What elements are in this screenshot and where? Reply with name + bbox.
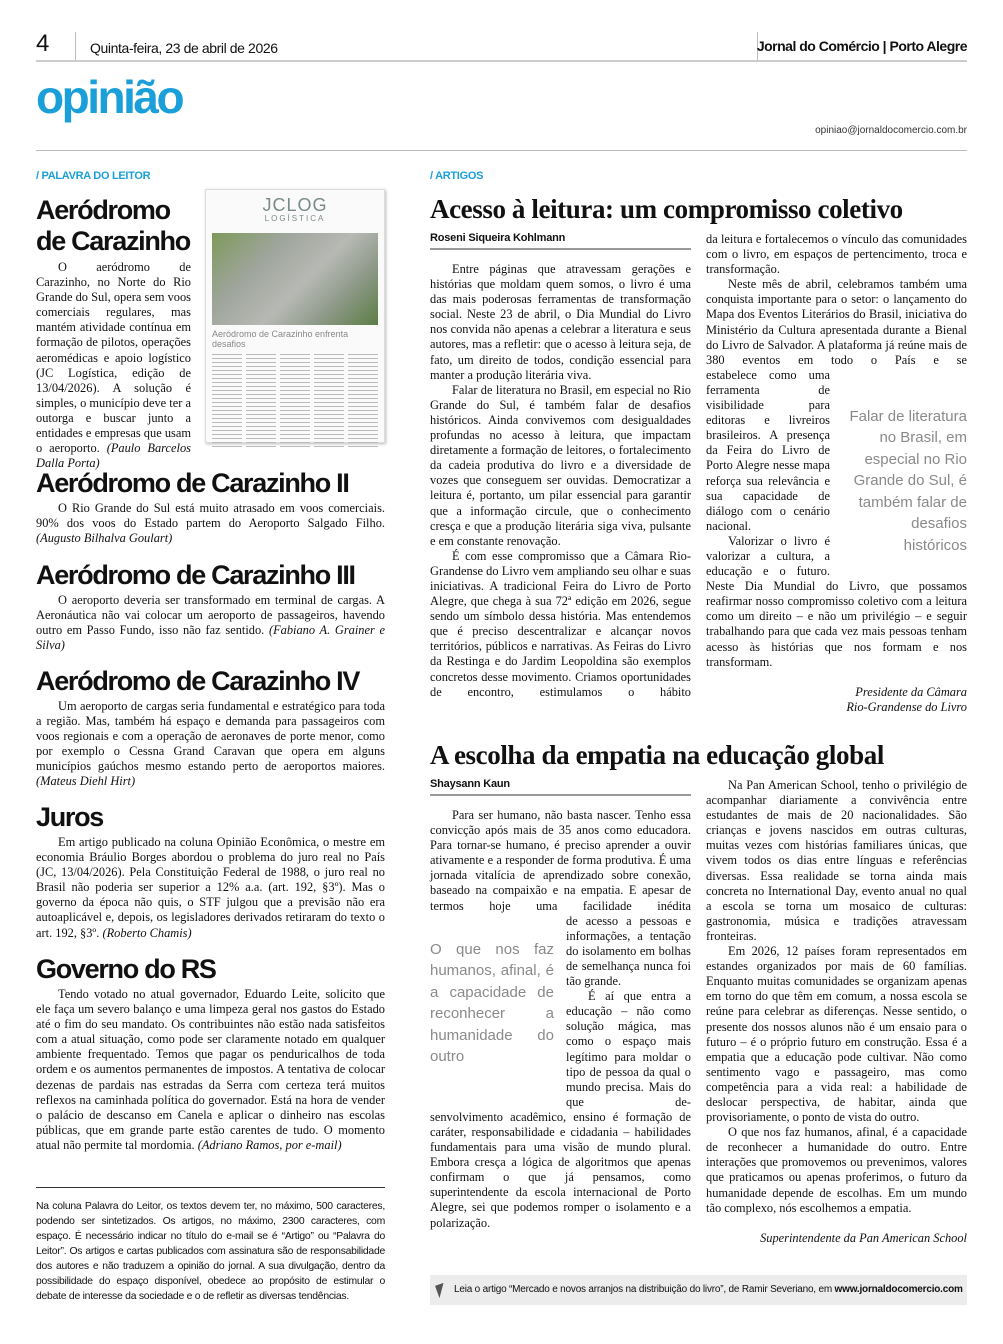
letter-title: Aeródromo de Carazinho IV: [36, 666, 360, 696]
letter-3: [36, 560, 385, 653]
divider: [75, 32, 76, 60]
paragraph: de acesso a pessoas e informações, a tentação do isolamento em bolhas de semelhança nunca foi tão grande.: [566, 913, 691, 989]
article-title: A escolha da empatia na educação global: [430, 740, 884, 770]
read-more-text: Leia o artigo “Mercado e novos arranjos na distribuição do livro”, de Ramir Severiano, em: [454, 1284, 835, 1295]
paragraph: Valorizar o livro é valorizar a cultura, a educação e o futuro.: [706, 533, 830, 579]
letter-body: Um aeroporto de cargas seria fundamental e estratégico para toda a região. Mas, também há espaço e demanda para passageiros com voos regionais e com a operação de aeronaves de porte menor, como por exemplo o Cessna Grand Caravan que opera em alguns municípios gaúchos mesmo estando perto de aeroportos maiores.: [36, 699, 385, 774]
paragraph: Na Pan American School, tenho o privilégio de acompanhar diariamente a convivência entre estudantes de mais de 20 nacionalidades. São crianças e jovens nascidos em outras culturas, muitas vezes com histórias familiares únicas, que vivem todos os dias entre línguas e referências diversas. Essa realidade se torna ainda mais concreta no International Day, evento anual no qual a escola se torna um mosaico de culturas: gastronomia, música e tradições atravessam fronteiras.: [706, 778, 967, 943]
section-rule: [36, 150, 967, 151]
website-link[interactable]: www.jornaldocomercio.com: [834, 1284, 963, 1295]
letter-5: [36, 802, 385, 941]
author-signature: Superintendente da Pan American School: [760, 1230, 967, 1245]
page-number: 4: [36, 30, 50, 57]
letter-title: Governo do RS: [36, 954, 216, 984]
section-title: opinião: [36, 71, 183, 123]
letter-author: (Mateus Diehl Hirt): [36, 774, 136, 789]
article-1-column-1: [430, 262, 691, 700]
contact-email[interactable]: opiniao@jornaldocomercio.com.br: [815, 125, 967, 136]
submission-guidelines: Na coluna Palavra do Leitor, os textos devem ter, no máximo, 500 caracteres, podendo ser sintetizados. Os artigos, no máximo, 2300 caracteres, com espaço. É necessário indicar no título do e-mail se é “Artigo” ou “Palavra do Leitor”. Os artigos e cartas publicados com assinatura são de responsabilidade dos autores e não traduzem a opinião do jornal. A sua divulgação, dentro da possibilidade do espaço disponível, obedece ao propósito de estimular o debate de interesse da sociedade e o de refletir as diversas tendências.: [36, 1201, 385, 1302]
letter-body: O Rio Grande do Sul está muito atrasado em voos comerciais. 90% dos voos do Estado partem do Aeroporto Salgado Filho.: [36, 501, 385, 531]
letter-body: O aeroporto deveria ser transformado em terminal de cargas. A Aeronáutica não vai colocar um aeroporto de passageiros, havendo outro em Passo Fundo, isso não faz sentido.: [36, 593, 385, 638]
paragraph: Para ser humano, não basta nascer. Tenho essa convicção após mais de 35 anos como educadora. Para tornar-se humano, é preciso aprender a ouvir ativamente e a responder de forma produtiva. É uma jornada vitalícia de aprendizado sobre conexão, baseado na compaixão e na empatia. E apesar de termos hoje uma facilidade inédita: [430, 808, 691, 913]
letter-body: O aeródromo de Carazinho, no Norte do Rio Grande do Sul, opera sem voos comerciais regulares, mas mantém atividade contínua em formação de pilotos, operações aeromédicas e apoio logístico (JC Logística, edição de 13/04/2026). A solução é simples, o município deve ter a outorga e buscar junto a entidades e empresas que usam o aeroporto.: [36, 260, 191, 456]
article-2-column-2: [706, 778, 967, 1246]
letter-1: [36, 195, 385, 471]
article-title: Acesso à leitura: um compromisso coletivo: [430, 194, 903, 224]
header-rule: [36, 60, 967, 62]
paragraph: Falar de literatura no Brasil, em especial no Rio Grande do Sul, é também falar de desafios históricos. Ainda convivemos com desigualdades profundas no acesso à leitura, que impactam diretamente a formação de leitores, o fortalecimento da cadeia produtiva do livro e a diversidade de vozes que conseguem ser ouvidas. Democratizar a leitura é, portanto, um pilar essencial para garantir que a informação circule, que o conhecimento cresça e que a produção literária siga viva, pulsante e em constante renovação.: [430, 382, 691, 548]
letter-body: Tendo votado no atual governador, Eduardo Leite, solicito que ele faça um severo balanço e uma limpeza geral nos gastos do Estado até o fim do seu mandato. Os contribuintes não estão nada satisfeitos com a atual situação, como pode ser claramente notado em qualquer ambiente frequentado. Temos que pagar os penduricalhos de toda ordem e os aumentos permanentes de impostos. A tentativa de colocar dezenas de pardais nas estradas da Serra com certeza terá muitos reflexos na caminhada política do governador. Está na hora de vender o palácio de descanso em Canela e aplicar o dinheiro nas escolas públicas, que em grande parte estão carentes de tudo. O momento atual não permite tal mordomia.: [36, 987, 385, 1152]
letter-title: Juros: [36, 802, 104, 832]
paragraph: estabelece como uma ferramenta de visibilidade para editoras e livreiros brasileiros. A presença da Feira do Livro de Porto Alegre nesse mapa reforça sua relevância e sua capacidade de diálogo com o cenário nacional.: [706, 367, 830, 533]
letter-4: [36, 666, 385, 790]
article-2-column-1: [430, 808, 691, 1231]
section-label-artigos: / ARTIGOS: [430, 170, 484, 182]
cursor-arrow-icon: [435, 1283, 448, 1298]
section-label-palavra-do-leitor: / PALAVRA DO LEITOR: [36, 170, 151, 182]
letter-author: (Fabiano A. Grainer e Silva): [36, 623, 385, 653]
author-signature: Presidente da Câmara Rio-Grandense do Livro: [846, 684, 967, 714]
paragraph: senvolvimento acadêmico, ensino é formação de caráter, responsabilidade e cidadania – habilidades fundamentais para uma visão de mundo plural. Embora cresça a lógica de algoritmos que apenas confirmam o que já pensamos, como superintendente da escola internacional de Porto Alegre, sei que podemos romper o isolamento e a polarização.: [430, 1109, 691, 1230]
note-rule: [36, 1187, 385, 1188]
airport-aerial-photo: [212, 233, 378, 325]
letter-author: (Augusto Bilhalva Goulart): [36, 531, 173, 546]
letter-title: Aeródromo de Carazinho III: [36, 560, 355, 590]
letter-author: (Adriano Ramos, por e-mail): [197, 1137, 342, 1152]
paragraph: É aí que entra a educação – não como solução mágica, mas como o espaço mais legítimo para moldar o tipo de pessoa da qual o mundo precisa. Mais do que de-: [566, 989, 691, 1109]
letter-6: [36, 954, 385, 1153]
letter-title: Aeródromo de Carazinho II: [36, 468, 349, 498]
pull-quote: O que nos faz humanos, afinal, é a capacidade de reconhecer a humanidade do outro: [430, 940, 554, 1066]
paragraph: Neste Dia Mundial do Livro, que possamos reafirmar nosso compromisso coletivo com a leitura como um direito – e não um privilégio – e seguir trabalhando para que cada vez mais pessoas tenham acesso às histórias que nos formam e nos transformam.: [706, 579, 967, 669]
letter-2: [36, 468, 385, 546]
jclog-logo: JCLOG LOGÍSTICA: [262, 195, 328, 223]
paragraph: Entre páginas que atravessam gerações e histórias que moldam quem somos, o livro é uma das mais poderosas ferramentas de transformação social. Neste 23 de abril, o Dia Mundial do Livro nos convida não apenas a celebrar a literatura e seus autores, mas a refletir: que o acesso à leitura seja, de fato, um direito de todos, condição essencial para manter a produção literária viva.: [430, 262, 691, 382]
thumbnail-text-columns: [212, 354, 378, 450]
paragraph: da leitura e fortalecemos o vínculo das comunidades com o livro, em espaços de pertencimento, troca e transformação.: [706, 232, 967, 277]
letter-body: Em artigo publicado na coluna Opinião Econômica, o mestre em economia Bráulio Borges abordou o problema do juro real no País (JC, 13/04/2026). Pela Constituição Federal de 1988, o juro real no Brasil não poderia ser superior a 12% a.a. (art. 192, §3º). Mas o governo da época não quis, o STF julgou que a previsão não era autoaplicável e, depois, os legisladores derivados retiraram do texto o art. 192, §3º.: [36, 835, 385, 940]
edition-date: Quinta-feira, 23 de abril de 2026: [90, 40, 278, 56]
paragraph: O que nos faz humanos, afinal, é a capacidade de reconhecer a humanidade do outro. Entre interações que promovemos ou prevenimos, valores que praticamos ou apenas proferimos, o futuro da humanidade depende de escolhas. Em um mundo tão complexo, nós escolhemos a empatia.: [706, 1125, 967, 1215]
paragraph: É com esse compromisso que a Câmara Rio-Grandense do Livro vem ampliando seu olhar e suas iniciativas. A tradicional Feira do Livro de Porto Alegre, que chega à sua 72ª edição em 2026, segue sendo um símbolo dessa história. Mas entendemos que é preciso descentralizar e alcançar novos territórios, públicos e narrativas. As Feiras do Livro da Restinga e do Jardim Leopoldina são exemplos concretos desse movimento. Criamos oportunidades de encontro, estimulamos o hábito: [430, 548, 691, 699]
pull-quote: Falar de literatura no Brasil, em especial no Rio Grande do Sul, é também falar de desafios históricos: [849, 407, 967, 554]
newspaper-name: Jornal do Comércio | Porto Alegre: [756, 38, 967, 54]
article-1-column-2: [706, 232, 967, 715]
read-more-banner[interactable]: [430, 1275, 967, 1305]
article-author: Shaysann Kaun: [430, 778, 691, 796]
letter-author: (Paulo Barcelos Dalla Porta): [36, 441, 191, 471]
jc-logistica-thumbnail: [205, 189, 385, 443]
paragraph: Em 2026, 12 países foram representados em estandes organizados por mais de 60 famílias. Enquanto muitas comunidades se organizam apenas em torno do que têm em comum, a nossa escola se reúne para celebrar as diferenças. Nesse sentido, o presente dos nossos alunos não é um ensaio para o futuro – é o próprio futuro em construção. Essa é a empatia que a educação pode cultivar. Não como sentimento vago e passageiro, mas como competência para a vida real: a habilidade de deslocar perspectiva, de habitar, ainda que provisoriamente, o ponto de vista do outro.: [706, 944, 967, 1125]
paragraph: Neste mês de abril, celebramos também uma conquista importante para o setor: o lançamento do Mapa dos Eventos Literários do Brasil, iniciativa do Ministério da Cultura apresentada durante a Bienal do Livro de Salvador. A plataforma já reúne mais de 380 eventos em todo o País e se: [706, 277, 967, 367]
thumbnail-headline: Aeródromo de Carazinho enfrenta desafios: [212, 329, 349, 349]
letter-author: (Roberto Chamis): [102, 925, 192, 940]
article-author: Roseni Siqueira Kohlmann: [430, 232, 691, 250]
letter-title: Aeródromo de Carazinho: [36, 195, 190, 256]
